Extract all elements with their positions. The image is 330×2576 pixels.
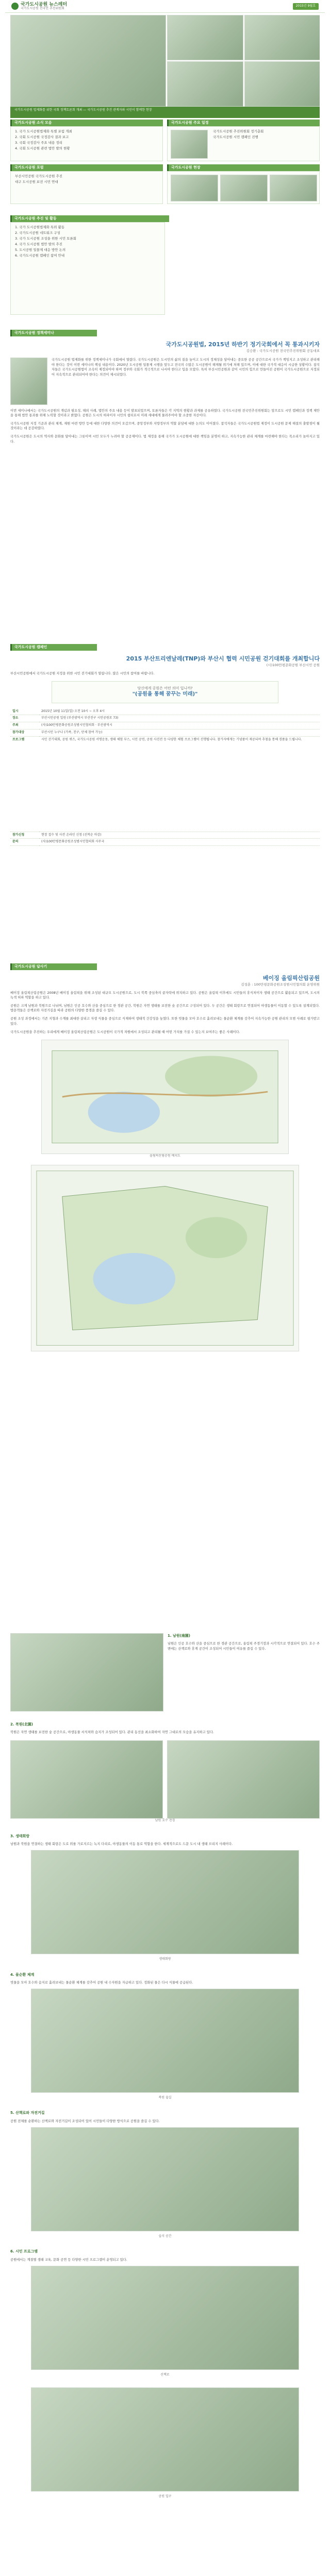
event-photo <box>171 130 208 159</box>
banner-photo-4 <box>167 61 243 107</box>
table-row: 프로그램 시민 걷기대회, 공원 퀴즈, 국가도시공원 서명운동, 생태 체험 부스, 시민 공연, 공원 사진전 등 다양한 체험 프로그램이 진행됩니다. 참가자에게는 기념품이 제공되며 추첨을 통해 경품을 드립니다. <box>10 736 320 832</box>
campaign-subtitle: (시)100만평문화공원 부산시민 공원 <box>266 663 320 667</box>
photo-caption: 습지 공간 <box>158 2234 172 2238</box>
newsletter-page <box>5 0 325 2576</box>
campaign-title: 2015 부산트리엔날레(TNP)와 부산시 협력 시민공원 걷기대회를 개최합니다 <box>126 655 320 662</box>
table-row: 일시 2015년 10월 11일(일) 오전 10시 ~ 오후 4시 <box>10 708 320 715</box>
banner <box>10 15 320 118</box>
point-text: 빗물을 모아 호수와 습지로 흘려보내는 물순환 체계를 갖추어 공원 내 수자원을 자급하고 있다. 정화된 물은 다시 식물에 공급된다. <box>10 1980 193 1985</box>
point-photo-4 <box>31 1850 299 1954</box>
point-photo-5 <box>31 1989 299 2093</box>
points-section <box>10 1633 320 2499</box>
plan-item[interactable]: 6. 국가도시공원 캠페인 참여 안내 <box>15 253 65 258</box>
point-text: 남원과 북원을 연결하는 생태 회랑은 도로 위를 가로지르는 녹지 다리로, 야생동물의 이동 통로 역할을 한다. 세계적으로도 드문 도시 내 생태 브리지 사례이다. <box>10 1842 233 1846</box>
site-plan-caption: 올림픽산림공원 배치도 <box>150 1154 180 1158</box>
photo-label: 국가도시공원 현장 <box>167 164 320 171</box>
photo-caption: 생태회랑 <box>159 1957 171 1961</box>
park-body: 베이징 올림픽산림공원은 2008년 베이징 올림픽을 위해 조성된 대규모 도시공원으로, 도시 북쪽 중심축의 끝자락에 위치하고 있다. 공원은 올림픽 이후에도 시민들의 휴식처이자 생태 공간으로 활용되고 있으며, 도시의 녹색 허파 역할을 하고 있다. <box>10 991 320 1000</box>
highlight-question: 당신에게 공원은 어떤 의미 입니까? <box>137 686 193 691</box>
meeting-title: 국가도시공원법, 2015년 하반기 정기국회에서 꼭 통과시키자 <box>166 341 320 348</box>
banner-photo-3 <box>244 15 320 60</box>
point-text: 공원에서는 계절별 생태 교육, 문화 공연 등 다양한 시민 프로그램이 운영되고 있다. <box>10 2258 127 2262</box>
banner-caption: 국가도시공원 법제화를 위한 국회 정책토론회 개최 — 국가도시공원 추진 관계자와 시민이 함께한 현장 <box>10 107 320 118</box>
meeting-body: 국가도시공원 법제화를 위한 정책세미나가 국회에서 열렸다. 국가도시공원은 도시민의 삶의 질을 높이고 도시의 정체성을 담아내는 중요한 공공 공간으로서 국가가 책임지고 조성하고 관리해야 한다는 것이 이번 세미나의 핵심 내용이다. 2020년 도시공원 일몰제 시행을 앞두고 전국의 수많은 도시공원이 해제될 위기에 처해 있으며, 이에 대한 국가적 대응이 시급한 상황이다. 참석자들은 국가도시공원법이 조속히 제정되어야 하며 정부와 국회가 적극적으로 나서야 한다고 입을 모았다. 특히 부산시민공원과 같이 시민의 힘으로 만들어진 공원이 국가도시공원으로 지정되어 지속적으로 관리되어야 한다는 의견이 제시되었다. <box>52 358 320 377</box>
meeting-body-2: 이번 세미나에서는 국가도시공원의 개념과 필요성, 해외 사례, 법안의 주요 내용 등이 발표되었으며, 토론자들은 각 지역의 현황과 과제를 공유하였다. 국가도시공원 전국민추진위원회는 앞으로도 시민 캠페인과 정책 제안을 통해 법안 통과를 위해 노력할 것이라고 밝혔다. 공원은 도시의 허파이자 시민의 쉼터로서 미래 세대에게 물려주어야 할 소중한 자산이다. <box>10 409 320 418</box>
news-item[interactable]: 4. 국회 도시공원 관련 법안 발의 현황 <box>15 146 70 150</box>
park-section <box>10 963 320 1351</box>
event-info-table <box>10 708 320 846</box>
park-label: 국가도시공원 답사기 <box>10 963 97 970</box>
news-item[interactable]: 2. 국회 도시공원 국정감사 결과 보고 <box>15 135 69 139</box>
campaign-label: 국가도시공원 캠페인 <box>10 644 97 651</box>
site-photo-1 <box>171 175 218 201</box>
meeting-label: 국가도시공원 정책세미나 <box>10 330 97 336</box>
meeting-body-4: 국가도시공원은 도시의 역사와 문화를 담아내는 그릇이며 시민 모두가 누려야 할 공공재이다. 법 제정을 통해 국가가 도시공원에 대한 책임을 분명히 하고, 지속가능한 관리 체계를 마련해야 한다는 목소리가 높아지고 있다. <box>10 435 320 444</box>
table-row: 장소 부산시민공원 일원 (부산광역시 부산진구 시민공원로 73) <box>10 715 320 722</box>
plan-item[interactable]: 2. 국가도시공원 네트워크 구성 <box>15 231 60 235</box>
site-photo-3 <box>270 175 317 201</box>
park-site-plan <box>41 1040 289 1154</box>
table-row: 참가신청 현장 접수 및 사전 온라인 신청 (선착순 마감) <box>10 832 320 839</box>
park-body-4: 국가도시공원을 추진하는 우리에게 베이징 올림픽산림공원은 도시공원이 국가적 차원에서 조성되고 관리될 때 어떤 가치를 가질 수 있는지 보여주는 좋은 사례이다. <box>10 1030 240 1034</box>
photo-caption: 남원 호수 전경 <box>155 1818 175 1822</box>
point-photo-6 <box>31 2127 299 2231</box>
point-heading: 1. 남원(南園) <box>168 1634 190 1638</box>
point-photo-1 <box>10 1633 163 1711</box>
point-heading: 2. 북원(北園) <box>10 1722 33 1726</box>
event-item[interactable]: 국가도시공원 시민 캠페인 진행 <box>213 135 258 139</box>
plan-item[interactable]: 1. 국가 도시공원법제화 특위 활동 <box>15 225 65 229</box>
banner-photo-5 <box>244 61 320 107</box>
plan-item[interactable]: 5. 도시공원 일몰제 대응 방안 논의 <box>15 248 66 252</box>
table-row: 문의 (사)100만평문화공원조성범시민협의회 사무국 <box>10 839 320 846</box>
header-subtitle: 국가도시공원 전국민 추진위원회 <box>21 7 64 10</box>
point-photo-2 <box>10 1740 163 1819</box>
point-photo-8 <box>31 2387 299 2492</box>
news-label: 국가도시공원 소식 모음 <box>10 120 163 126</box>
forum-box <box>10 171 163 204</box>
park-title: 베이징 올림픽산림공원 <box>262 975 320 981</box>
detail-plan-svg <box>31 1165 299 1351</box>
highlight-answer: "(공원을 통해 꿈꾸는 미래)" <box>132 691 198 698</box>
highlight-box <box>52 681 278 703</box>
meeting-section <box>10 330 320 448</box>
news-box <box>10 126 163 161</box>
table-row: 주최 (사)100만평문화공원조성범시민협의회 · 부산광역시 <box>10 722 320 730</box>
meeting-author: 김승환 : 국가도시공원 전국민추진위원회 공동대표 <box>246 348 320 353</box>
point-text: 북원은 자연 생태를 보전한 숲 공간으로, 야생동물 서식처와 습지가 조성되어 있다. 관리 동선을 최소화하여 자연 그대로의 모습을 유지하고 있다. <box>10 1731 214 1735</box>
site-photo-2 <box>220 175 268 201</box>
header-title: 국가도시공원 뉴스레터 <box>21 2 68 7</box>
event-label: 국가도시공원 주요 일정 <box>167 120 320 126</box>
plan-box <box>10 222 165 315</box>
banner-photo-2 <box>167 15 243 60</box>
author-photo <box>10 358 47 405</box>
park-body-3: 공원 조성 과정에서는 기존 지형과 수계를 최대한 살리고 자생 식물을 중심으로 식재하여 생태적 건강성을 높였다. 또한 빗물을 모아 호수로 흘려보내는 물순환 체계를 갖추어 지속가능한 공원 관리의 모범 사례로 평가받고 있다. <box>10 1017 320 1026</box>
point-heading: 4. 물순환 체계 <box>10 1972 35 1977</box>
photo-caption: 공원 입구 <box>158 2495 172 2499</box>
header <box>5 0 325 13</box>
meeting-body-3: 국가도시공원 지정 기준과 관리 체계, 재원 마련 방안 등에 대한 다양한 의견이 오갔으며, 중앙정부와 지방정부의 역할 분담에 대한 논의도 이어졌다. 참석자들은 국가도시공원법 제정이 도시공원 문제 해결의 출발점이 될 것이라는 데 공감하였다. <box>10 421 320 431</box>
forum-label: 국가도시공원 포럼 <box>10 164 163 171</box>
point-text: 공원 전체를 순환하는 산책로와 자전거길이 조성되어 있어 시민들이 다양한 방식으로 공원을 즐길 수 있다. <box>10 2119 160 2123</box>
forum-item[interactable]: 부산시민공원 국가도시공원 추진 <box>15 174 63 178</box>
news-item[interactable]: 3. 국회 국정감사 주요 내용 정리 <box>15 141 62 145</box>
park-body-2: 공원은 크게 남원과 북원으로 나뉘며, 남원은 인공 호수와 산을 중심으로 한 경관 공간, 북원은 자연 생태를 보전한 숲 공간으로 구성되어 있다. 두 공간은 생태 회랑으로 연결되어 야생동물이 이동할 수 있도록 설계되었다. 방문객들은 산책로와 자전거길을 따라 공원의 다양한 풍경을 즐길 수 있다. <box>10 1004 320 1013</box>
point-text: 남원은 인공 호수와 산을 중심으로 한 경관 공간으로, 올림픽 주경기장과 시각적으로 연결되어 있다. 호수 주변에는 산책로와 휴게 공간이 조성되어 시민들이 여유를 즐길 수 있다. <box>168 1642 320 1651</box>
point-heading: 5. 산책로와 자전거길 <box>10 2111 45 2115</box>
point-heading: 6. 시민 프로그램 <box>10 2249 38 2254</box>
park-author: 김성훈 : 100만평문화공원조성범시민협의회 운영위원 <box>241 982 320 987</box>
photo-caption: 산책로 <box>160 2372 170 2377</box>
event-item[interactable]: 국가도시공원 추진위원회 정기총회 <box>213 129 264 133</box>
logo-icon <box>11 3 19 10</box>
plan-label: 국가도시공원 추진 및 활동 <box>10 215 169 222</box>
photo-box <box>167 171 320 204</box>
park-detail-plan <box>31 1165 299 1351</box>
issue-badge: 2015년 9월호 <box>293 3 319 10</box>
plan-item[interactable]: 4. 국가 도시공원 법안 발의 추진 <box>15 242 62 246</box>
point-photo-7 <box>31 2266 299 2370</box>
point-heading: 3. 생태회랑 <box>10 1834 30 1838</box>
campaign-section <box>10 644 320 846</box>
table-row: 참가대상 부산시민 누구나 (가족, 친구, 단체 참여 가능) <box>10 729 320 736</box>
photo-caption: 북원 숲길 <box>158 2095 172 2099</box>
site-plan-svg <box>42 1040 288 1154</box>
news-section <box>10 120 320 204</box>
banner-photo-1 <box>10 15 166 107</box>
forum-item[interactable]: 대구 도시공원 보전 시민 연대 <box>15 180 58 184</box>
news-item[interactable]: 1. 국가 도시공원법제화 특별 포럼 개최 <box>15 129 72 133</box>
campaign-body: 부산시민공원에서 국가도시공원 지정을 위한 시민 걷기대회가 열립니다. 많은 시민의 참여를 바랍니다. <box>10 671 155 675</box>
event-box <box>167 126 320 161</box>
plan-item[interactable]: 3. 국가 도시공원 조성을 위한 시민 토론회 <box>15 236 77 241</box>
point-photo-3 <box>167 1740 320 1819</box>
plan-section <box>10 215 320 315</box>
